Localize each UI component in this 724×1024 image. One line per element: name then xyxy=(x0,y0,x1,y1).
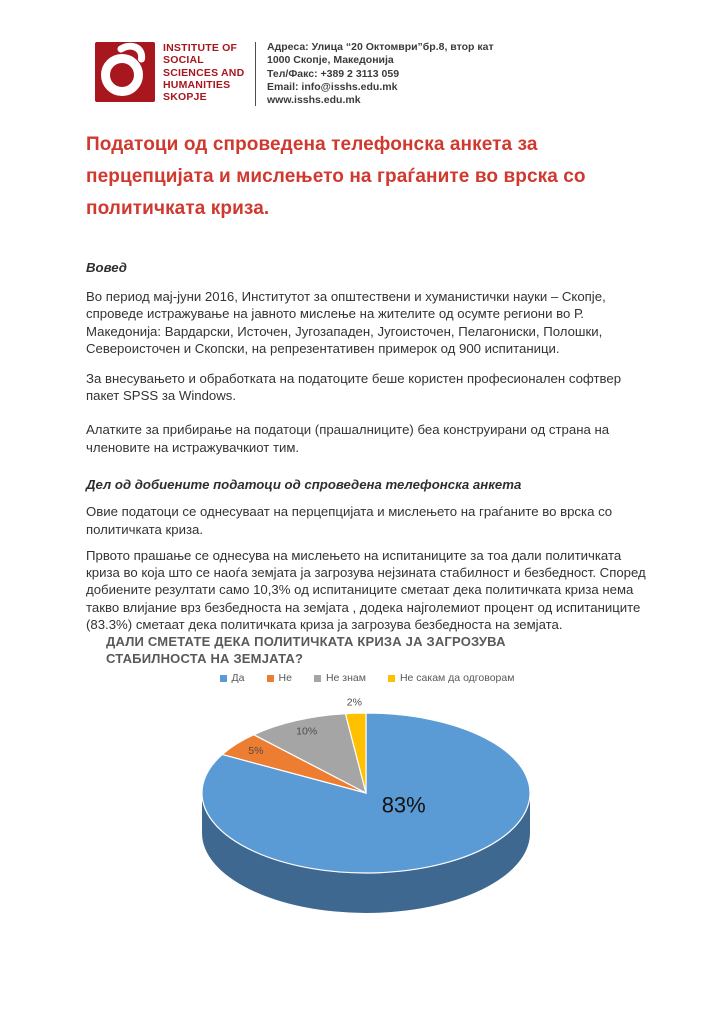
legend-item xyxy=(314,672,366,684)
legend-swatch xyxy=(267,675,274,682)
document-title: Податоци од спроведена телефонска анкета за перцепцијата и мислењето на граѓаните во врска со политичката криза. xyxy=(86,134,586,219)
legend-label: Не знам xyxy=(325,672,366,685)
legend-label: Да xyxy=(231,672,245,685)
pie-chart-3d xyxy=(86,693,648,919)
paragraph: Првото прашање се однесува на мислењето на испитаниците за тоа дали политичката криза во која што се наоѓа земјата ја загрозува нејзината стабилност и безбедност. Според добиените резултати само 10,3% од испитаниците сметаат дека политичката криза нема такво влијание врз безбедноста на земјата , додека најголемиот процент од испитаниците (83.3%) сметаат дека политичката криза ја загрозува безбедноста на земјата. xyxy=(86,548,646,632)
legend-label: Не сакам да одговорам xyxy=(399,672,515,685)
pie-label: 2% xyxy=(346,696,362,709)
chart-legend xyxy=(86,672,648,684)
paragraph: Алатките за прибирање на податоци (прашалниците) беа конструирани од страна на членовите на истражувачкиот тим. xyxy=(86,422,610,455)
pie-chart-figure xyxy=(86,633,648,919)
pie-label: 5% xyxy=(248,745,264,758)
intro-heading: Вовед xyxy=(86,260,127,275)
paragraph: Во период мај-јуни 2016, Институтот за општествени и хуманистички науки – Скопје, спроведе истражување на јавното мислење на жителите од осумте региони во Р. Македонија: Вардарски, Источен, Југозападен, Југоисточен, Пелагониски, Полошки, Североисточен и Скопски, на репрезентативен примерок од 900 испитаници. xyxy=(86,289,606,357)
legend-swatch xyxy=(388,675,395,682)
section-heading: Дел од добиените податоци од спроведена телефонска анкета xyxy=(86,477,522,493)
institute-name-line: INSTITUTE OF xyxy=(163,42,238,54)
legend-swatch xyxy=(314,675,321,682)
legend-label: Не xyxy=(278,672,292,685)
legend-item xyxy=(220,672,245,684)
institute-name-line: HUMANITIES xyxy=(163,78,231,91)
paragraph: Овие податоци се однесуваат на перцепцијата и мислењето на граѓаните во врска со политичката криза. xyxy=(86,504,613,537)
institute-name-line: SCIENCES AND xyxy=(163,66,245,79)
contact-website: www.isshs.edu.mk xyxy=(267,94,361,107)
document-body xyxy=(86,0,648,919)
institute-name-line: SKOPJE xyxy=(163,91,207,104)
legend-item xyxy=(267,672,292,684)
paragraph: За внесувањето и обработката на податоците беше користен професионален софтвер пакет SPSS за Windows. xyxy=(86,370,622,404)
contact-address-line2: 1000 Скопје, Македонија xyxy=(267,54,394,67)
contact-address-line1: Адреса: Улица “20 Октомври”бр.8, втор кат xyxy=(267,41,494,53)
pie-label: 10% xyxy=(296,725,318,738)
pie-chart xyxy=(86,693,648,919)
pie-label: 83% xyxy=(381,792,426,818)
legend-swatch xyxy=(220,675,227,682)
chart-title: ДАЛИ СМЕТАТЕ ДЕКА ПОЛИТИЧКАТА КРИЗА ЈА ЗАГРОЗУВА СТАБИЛНОСТА НА ЗЕМЈАТА? xyxy=(106,634,506,667)
contact-phone: Тел/Факс: +389 2 3113 059 xyxy=(267,67,400,80)
contact-email: Email: info@isshs.edu.mk xyxy=(267,80,398,93)
institute-name-line: SOCIAL xyxy=(163,54,204,67)
legend-item xyxy=(388,672,515,684)
